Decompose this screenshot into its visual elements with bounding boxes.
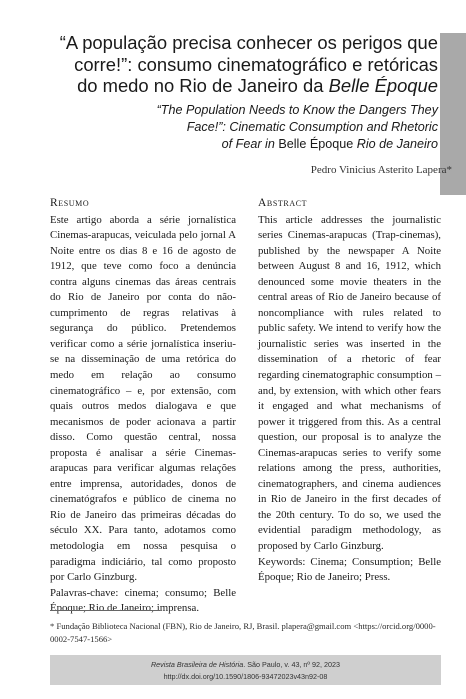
title-en-line-3-text: of Fear in — [221, 137, 279, 151]
resumo-text: Este artigo aborda a série jornalística Cinemas-arapucas, veiculada pelo jornal A Noite entre os dias 8 e 16 de agosto de 1912, que teve como foco a denúncia contra alguns cinemas das áreas centrais do Rio de Janeiro por conta do não-cumprimento de regras relativas à segurança do público. Pretendemos verificar como a série jornalística inseriu-se na disseminação de uma retórica do medo em relação ao consumo cinematográfico – e, por extensão, com quais outros medos dialogava e que mecanismos de poder acionava a partir disso. Como questão central, nossa proposta é analisar a série Cinemas-arapucas para verificar algumas relações entre imprensa, autoridades, donos de cinematógrafos e público de cinema no Rio de Janeiro das primeiras décadas do século XX. Para tanto, adotamos como metodologia em nossa pesquisa o paradigma indiciário, tal como proposto por Carlo Ginzburg. — [50, 213, 236, 584]
title-en-line-1: “The Population Needs to Know the Dangers They — [156, 103, 438, 117]
footer-doi[interactable]: http://dx.doi.org/10.1590/1806-93472023v43n92-08 — [163, 671, 328, 681]
resumo-column — [50, 196, 236, 617]
title-pt-line-3-text: do medo no Rio de Janeiro da — [77, 75, 329, 96]
title-pt-line-1: “A população precisa conhecer os perigos que — [59, 32, 438, 53]
abstract-heading: Abstract — [258, 197, 308, 209]
title-portuguese — [18, 32, 438, 97]
author-name: Pedro Vinicius Asterito Lapera* — [310, 164, 452, 176]
title-pt-italic: Belle Époque — [328, 75, 438, 96]
title-english — [18, 102, 438, 153]
title-en-upright: Belle Époque — [278, 137, 354, 151]
title-pt-line-3 — [18, 75, 438, 97]
footnote-rule — [50, 610, 160, 611]
footnote: * Fundação Biblioteca Nacional (FBN), Rio de Janeiro, RJ, Brasil. plapera@gmail.com <https://orcid.org/0000-0002-7547-1566> — [50, 621, 436, 644]
resumo-heading: Resumo — [50, 197, 90, 209]
title-en-line-3 — [18, 136, 438, 153]
abstract-column — [258, 196, 441, 586]
footer-meta: . São Paulo, v. 43, nº 92, 2023 — [243, 660, 341, 669]
abstract-text: This article addresses the journalistic series Cinemas-arapucas (Trap-cinemas), published by the newspaper A Noite between August 8 and 16, 1912, which denounced some movie theaters in the central areas of Rio de Janeiro because of noncompliance with rules related to public safety. We intend to verify how the journalistic series was inserted in the dissemination of a rhetoric of fear regarding cinematographic consumption – and, by extension, with which other fears it engaged and what mechanisms of power it triggered from this. As a central question, our proposal is to analyze the Cinemas-arapucas series to verify some relations among the press, authorities, cinematographers, and cinema audiences in Rio de Janeiro in the first decades of the 20th century. To do so, we used the evidential paradigm methodology, as proposed by Carlo Ginzburg. — [258, 213, 441, 553]
journal-footer — [50, 655, 441, 685]
title-pt-line-2: corre!”: consumo cinematográfico e retóricas — [74, 53, 438, 75]
title-en-line-3-end: Rio de Janeiro — [353, 137, 438, 151]
footer-journal-name: Revista Brasileira de História — [150, 660, 244, 669]
title-en-line-2: Face!”: Cinematic Consumption and Rhetoric — [186, 120, 438, 134]
footer-journal-line — [50, 659, 441, 671]
resumo-keywords: Palavras-chave: cinema; consumo; Belle Époque; Rio de Janeiro; imprensa. — [50, 586, 236, 615]
abstract-keywords: Keywords: Cinema; Consumption; Belle Époque; Rio de Janeiro; Press. — [258, 555, 441, 584]
